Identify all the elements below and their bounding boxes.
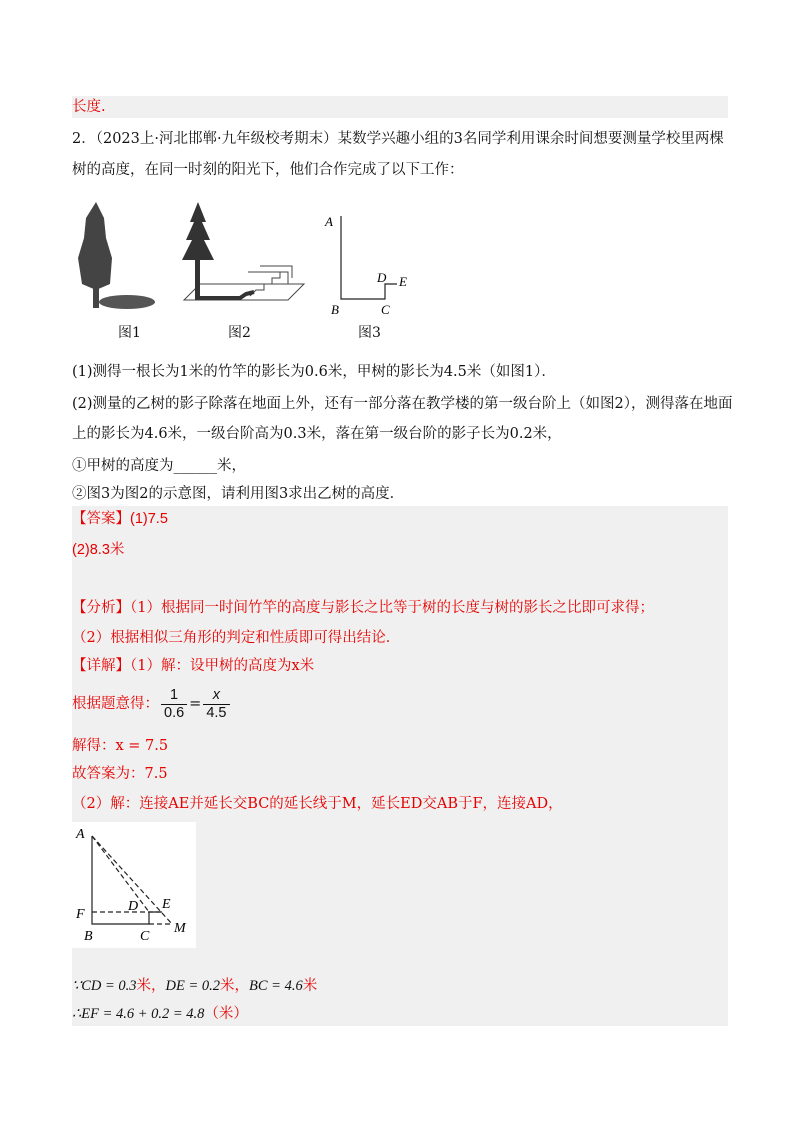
detail-tag: 【详解】 bbox=[72, 658, 130, 674]
figure-1-tree bbox=[72, 198, 172, 316]
label-B: B bbox=[84, 929, 93, 944]
label-E: E bbox=[399, 274, 407, 289]
part-2-text-b: 上的影长为4.6米，一级台阶高为0.3米，落在第一级台阶的影子长为0.2米， bbox=[72, 426, 562, 442]
label-E: E bbox=[162, 897, 171, 912]
label-A: A bbox=[325, 214, 333, 229]
analysis-1: （1）根据同一时间竹竿的高度与影长之比等于树的长度与树的影长之比即可求得； bbox=[130, 600, 654, 616]
detail-part-2: （2）解：连接AE并延长交BC的延长线于M，延长ED交AB于F，连接AD， bbox=[72, 796, 563, 812]
answer-1: (1)7.5 bbox=[130, 511, 168, 527]
answer-line-1 bbox=[72, 509, 168, 529]
shade-answer bbox=[72, 506, 728, 1026]
figure-2-pine-stairs bbox=[180, 200, 308, 312]
part-1-text: (1)测得一根长为1米的竹竿的影长为0.6米，甲树的影长为4.5米（如图1）． bbox=[72, 364, 556, 380]
answer-2: (2)8.3米 bbox=[72, 542, 125, 558]
analysis-line-1 bbox=[72, 598, 654, 618]
figure-2-caption: 图2 bbox=[228, 325, 251, 341]
label-C: C bbox=[381, 302, 390, 317]
sub-question-2: ②图3为图2的示意图，请利用图3求出乙树的高度． bbox=[72, 486, 405, 502]
detail-equation: 根据题意得： $\frac{1}{0.6}$ = $\frac{x}{4.5}$ bbox=[72, 684, 232, 724]
label-A: A bbox=[76, 827, 85, 842]
fraction-1: $\frac{1}{0.6}$ bbox=[161, 687, 187, 722]
figure-1-caption: 图1 bbox=[118, 325, 141, 341]
detail-1: （1）解：设甲树的高度为x米 bbox=[130, 658, 315, 674]
question-text: 树的高度，在同一时刻的阳光下，他们合作完成了以下工作： bbox=[72, 162, 464, 178]
figure-3-caption: 图3 bbox=[358, 325, 381, 341]
answer-tag: 【答案】 bbox=[72, 511, 130, 527]
detail-ef: ∴EF = 4.6 + 0.2 = 4.8（米） bbox=[72, 1006, 248, 1022]
label-D: D bbox=[128, 899, 139, 914]
figure-4-solution-diagram bbox=[72, 822, 196, 948]
sub-question-1: ①甲树的高度为______米， bbox=[72, 458, 246, 474]
part-2-text-a: (2)测量的乙树的影子除落在地面上外，还有一部分落在教学楼的第一级台阶上（如图2），测得落在地面 bbox=[72, 396, 733, 412]
equation-label: 根据题意得： bbox=[72, 696, 159, 712]
detail-line-1 bbox=[72, 656, 314, 676]
label-M: M bbox=[174, 921, 186, 936]
label-F: F bbox=[76, 907, 85, 922]
detail-given: ∵CD = 0.3米，DE = 0.2米，BC = 4.6米 bbox=[72, 978, 318, 994]
label-C: C bbox=[140, 929, 150, 944]
detail-solve: 解得：x = 7.5 bbox=[72, 738, 169, 754]
continuation-text: 长度. bbox=[72, 99, 106, 115]
analysis-tag: 【分析】 bbox=[72, 600, 130, 616]
label-B: B bbox=[331, 302, 339, 317]
fraction-2: $\frac{x}{4.5}$ bbox=[203, 687, 229, 722]
question-header: 2．（2023上·河北邯郸·九年级校考期末）某数学兴趣小组的3名同学利用课余时间想要测量学校里两棵 bbox=[72, 131, 724, 147]
analysis-2: （2）根据相似三角形的判定和性质即可得出结论． bbox=[72, 630, 401, 646]
figure-3-schematic bbox=[320, 206, 420, 318]
detail-answer: 故答案为：7.5 bbox=[72, 766, 168, 782]
label-D: D bbox=[377, 270, 387, 285]
shade-top bbox=[72, 96, 728, 118]
